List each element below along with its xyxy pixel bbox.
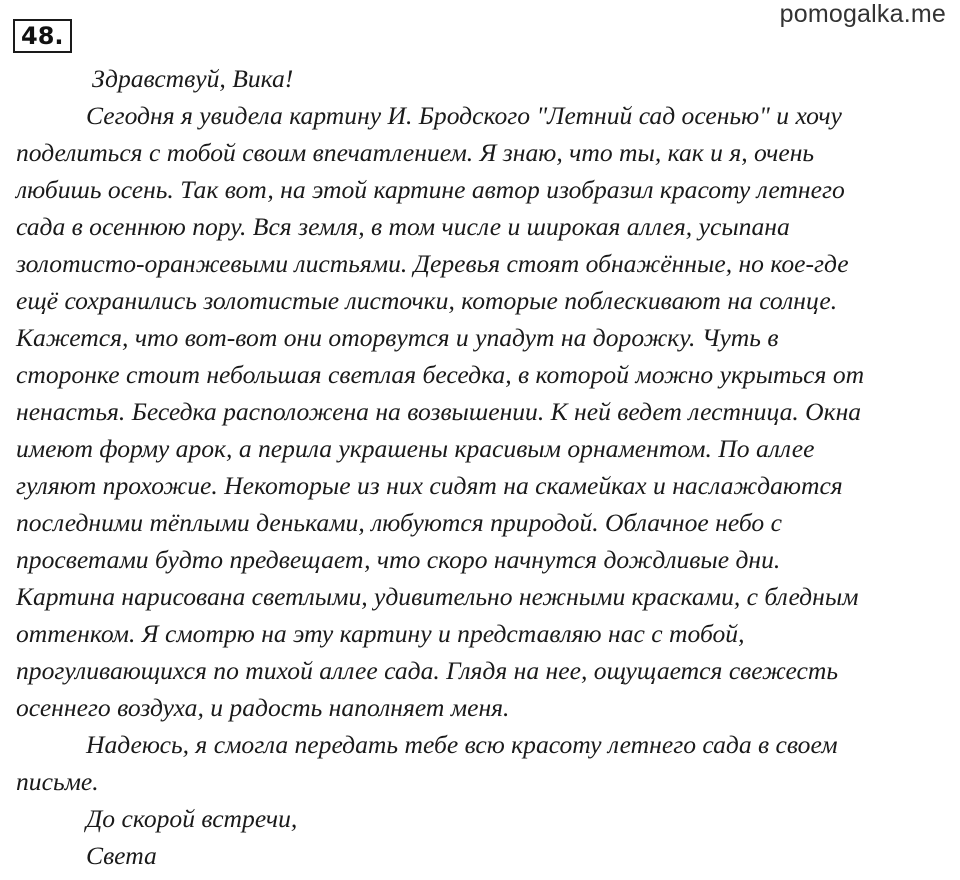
body-line-1: Сегодня я увидела картину И. Бродского "Летний сад осенью" и хочу [86,101,842,130]
letter-greeting: Здравствуй, Вика! [92,64,294,93]
body-line-10: имеют форму арок, а перила украшены красивым орнаментом. По аллее [16,434,815,463]
body-line-11: гуляют прохожие. Некоторые из них сидят на скамейках и наслаждаются [16,471,843,500]
body-line-14: Картина нарисована светлыми, удивительно нежными красками, с бледным [16,582,859,611]
exercise-number: 48. [13,19,72,53]
body-line-6: ещё сохранились золотистые листочки, которые поблескивают на солнце. [16,286,838,315]
body-line-9: ненастья. Беседка расположена на возвышении. К ней ведет лестница. Окна [16,397,862,426]
closing-line-2: письме. [16,767,99,796]
body-line-13: просветами будто предвещает, что скоро начнутся дождливые дни. [16,545,781,574]
body-line-17: осеннего воздуха, и радость наполняет меня. [16,693,510,722]
letter-farewell: До скорой встречи, [86,804,298,833]
body-line-8: сторонке стоит небольшая светлая беседка, в которой можно укрыться от [16,360,865,389]
letter-signature: Света [86,841,157,870]
body-line-5: золотисто-оранжевыми листьями. Деревья стоят обнажённые, но кое-где [16,249,849,278]
body-line-4: сада в осеннюю пору. Вся земля, в том числе и широкая аллея, усыпана [16,212,790,241]
body-line-16: прогуливающихся по тихой аллее сада. Глядя на нее, ощущается свежесть [16,656,838,685]
body-line-12: последними тёплыми деньками, любуются природой. Облачное небо с [16,508,782,537]
site-watermark-label: pomogalka.me [779,0,946,28]
body-line-3: любишь осень. Так вот, на этой картине автор изобразил красоту летнего [16,175,845,204]
closing-line-1: Надеюсь, я смогла передать тебе всю красоту летнего сада в своем [86,730,838,759]
letter-text [16,60,952,874]
body-line-7: Кажется, что вот-вот они оторвутся и упадут на дорожку. Чуть в [16,323,779,352]
body-line-15: оттенком. Я смотрю на эту картину и представляю нас с тобой, [16,619,745,648]
body-line-2: поделиться с тобой своим впечатлением. Я знаю, что ты, как и я, очень [16,138,815,167]
